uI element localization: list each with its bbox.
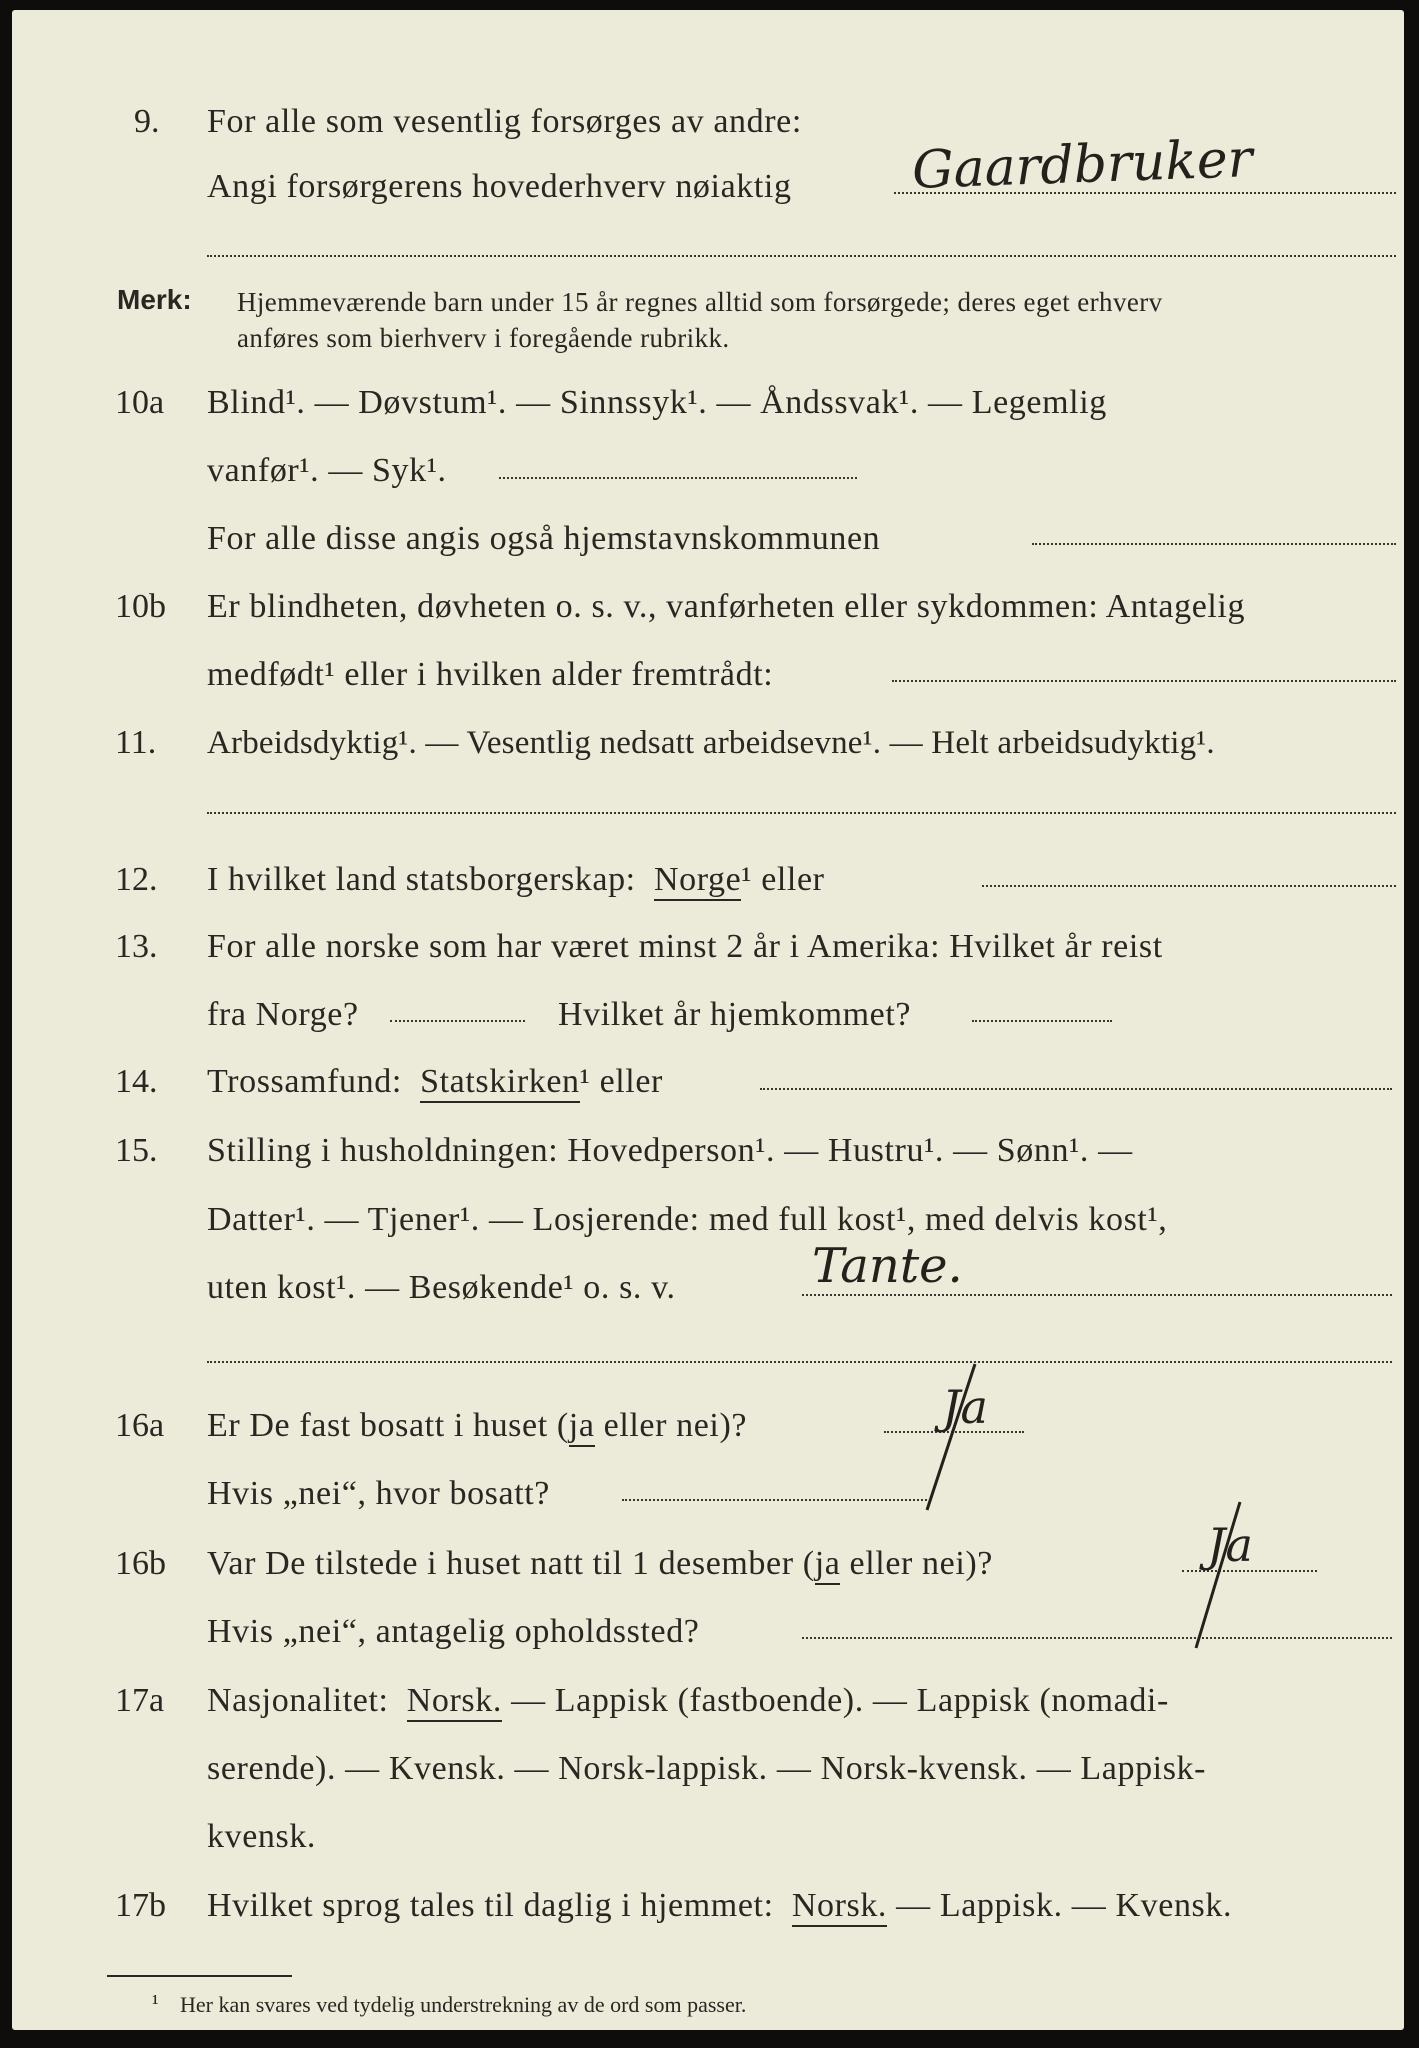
q17a-number: 17a <box>115 1682 165 1719</box>
q16a-handwritten-stroke <box>917 1360 987 1520</box>
q13-number: 13. <box>115 928 158 965</box>
q16a-bosatt-line <box>622 1499 927 1501</box>
q12-rest: ¹ eller <box>741 861 825 898</box>
q16a-line1-end: eller nei)? <box>594 1407 748 1444</box>
q13-line2b: Hvilket år hjemkommet? <box>558 996 912 1033</box>
merk-label: Merk: <box>117 284 192 315</box>
merk-line1: Hjemmeværende barn under 15 år regnes alltid som forsørgede; deres eget erhverv <box>237 287 1163 317</box>
census-form-page <box>12 10 1404 2030</box>
q15-line3: uten kost¹. — Besøkende¹ o. s. v. <box>207 1269 676 1306</box>
q16a-line1 <box>207 1401 747 1451</box>
q17a-underlined-choice: Norsk. <box>407 1682 502 1722</box>
q10a-syk-line <box>499 477 857 479</box>
q14-rest: ¹ eller <box>579 1063 663 1100</box>
q14-underlined-choice: Statskirken <box>420 1063 580 1103</box>
footnote-rule <box>107 1975 292 1977</box>
q17b-label: Hvilket sprog tales til daglig i hjemmet: <box>207 1887 774 1924</box>
q9-number: 9. <box>134 103 160 140</box>
q9-line1: For alle som vesentlig forsørges av andre: <box>207 103 802 140</box>
q17a-line2: serende). — Kvensk. — Norsk-lappisk. — Norsk-kvensk. — Lappisk- <box>207 1750 1207 1787</box>
q10a-number: 10a <box>115 384 165 421</box>
q16b-handwritten-stroke <box>1182 1498 1252 1658</box>
q12-text <box>207 855 825 905</box>
q9-handwritten-answer: Gaardbruker <box>911 129 1254 201</box>
q10b-number: 10b <box>115 588 166 625</box>
q12-answer-line <box>982 885 1396 887</box>
q17a-line1-rest: — Lappisk (fastboende). — Lappisk (nomadi- <box>511 1682 1169 1719</box>
q10b-line1: Er blindheten, døvheten o. s. v., vanførheten eller sykdommen: Antagelig <box>207 588 1246 625</box>
q17a-line1 <box>207 1676 1169 1726</box>
q17b-underlined-choice: Norsk. <box>792 1887 887 1927</box>
q14-answer-line <box>760 1088 1392 1090</box>
q10a-line3: For alle disse angis også hjemstavnskommunen <box>207 520 881 557</box>
q14-text <box>207 1057 663 1107</box>
q16b-line1 <box>207 1539 993 1589</box>
q16a-number: 16a <box>115 1407 165 1444</box>
q17b-line1 <box>207 1881 1232 1931</box>
q9-line2: Angi forsørgerens hovederhverv nøiaktig <box>207 168 792 205</box>
q15-handwritten-answer: Tante. <box>812 1238 963 1294</box>
q11-number: 11. <box>115 724 157 761</box>
q14-number: 14. <box>115 1063 158 1100</box>
q17b-number: 17b <box>115 1887 166 1924</box>
q16a-line1-start: Er De fast bosatt i huset ( <box>207 1407 569 1444</box>
q11-extra-line <box>207 812 1396 814</box>
q10a-line2: vanfør¹. — Syk¹. <box>207 452 447 489</box>
q15-extra-line <box>207 1361 1392 1363</box>
q13-reist-line <box>390 1020 525 1022</box>
merk-line2: anføres som bierhverv i foregående rubrikk. <box>237 323 730 353</box>
q16a-line2: Hvis „nei“, hvor bosatt? <box>207 1475 550 1512</box>
q13-line1: For alle norske som har været minst 2 år i Amerika: Hvilket år reist <box>207 928 1163 965</box>
q16b-oppholdssted-line <box>802 1637 1392 1639</box>
q13-line2a: fra Norge? <box>207 996 359 1033</box>
q16b-line2: Hvis „nei“, antagelig opholdssted? <box>207 1613 700 1650</box>
q12-label: I hvilket land statsborgerskap: <box>207 861 636 898</box>
q9-extra-line <box>207 255 1396 257</box>
q15-number: 15. <box>115 1132 158 1169</box>
q16b-handwritten-answer: Ja <box>1207 1518 1253 1572</box>
q11-line1: Arbeidsdyktig¹. — Vesentlig nedsatt arbeidsevne¹. — Helt arbeidsudyktig¹. <box>207 725 1215 761</box>
q17a-line3: kvensk. <box>207 1818 317 1855</box>
q10a-hjemstavn-line <box>1032 543 1396 545</box>
q10a-line1: Blind¹. — Døvstum¹. — Sinnssyk¹. — Åndssvak¹. — Legemlig <box>207 384 1107 421</box>
q15-line1: Stilling i husholdningen: Hovedperson¹. — Hustru¹. — Sønn¹. — <box>207 1132 1133 1169</box>
q10b-line2: medfødt¹ eller i hvilken alder fremtrådt: <box>207 656 774 693</box>
q10b-answer-line <box>892 680 1396 682</box>
q17a-label: Nasjonalitet: <box>207 1682 389 1719</box>
q17b-rest: — Lappisk. — Kvensk. <box>896 1887 1233 1924</box>
q16b-underlined-ja: ja <box>815 1545 841 1585</box>
q13-hjemkommet-line <box>972 1020 1112 1022</box>
q14-label: Trossamfund: <box>207 1063 402 1100</box>
footnote-text: Her kan svares ved tydelig understrekning av de ord som passer. <box>180 1992 747 2017</box>
q16b-number: 16b <box>115 1545 166 1582</box>
q16a-handwritten-answer: Ja <box>942 1380 988 1434</box>
q16b-line1-start: Var De tilstede i huset natt til 1 desember ( <box>207 1545 815 1582</box>
q16a-underlined-ja: ja <box>569 1407 595 1447</box>
footnote-mark: ¹ <box>152 1990 159 2015</box>
q16b-line1-end: eller nei)? <box>840 1545 993 1582</box>
q15-answer-line <box>802 1294 1392 1296</box>
q15-line2: Datter¹. — Tjener¹. — Losjerende: med full kost¹, med delvis kost¹, <box>207 1201 1168 1238</box>
q12-underlined-choice: Norge <box>654 861 741 901</box>
q12-number: 12. <box>115 861 158 898</box>
